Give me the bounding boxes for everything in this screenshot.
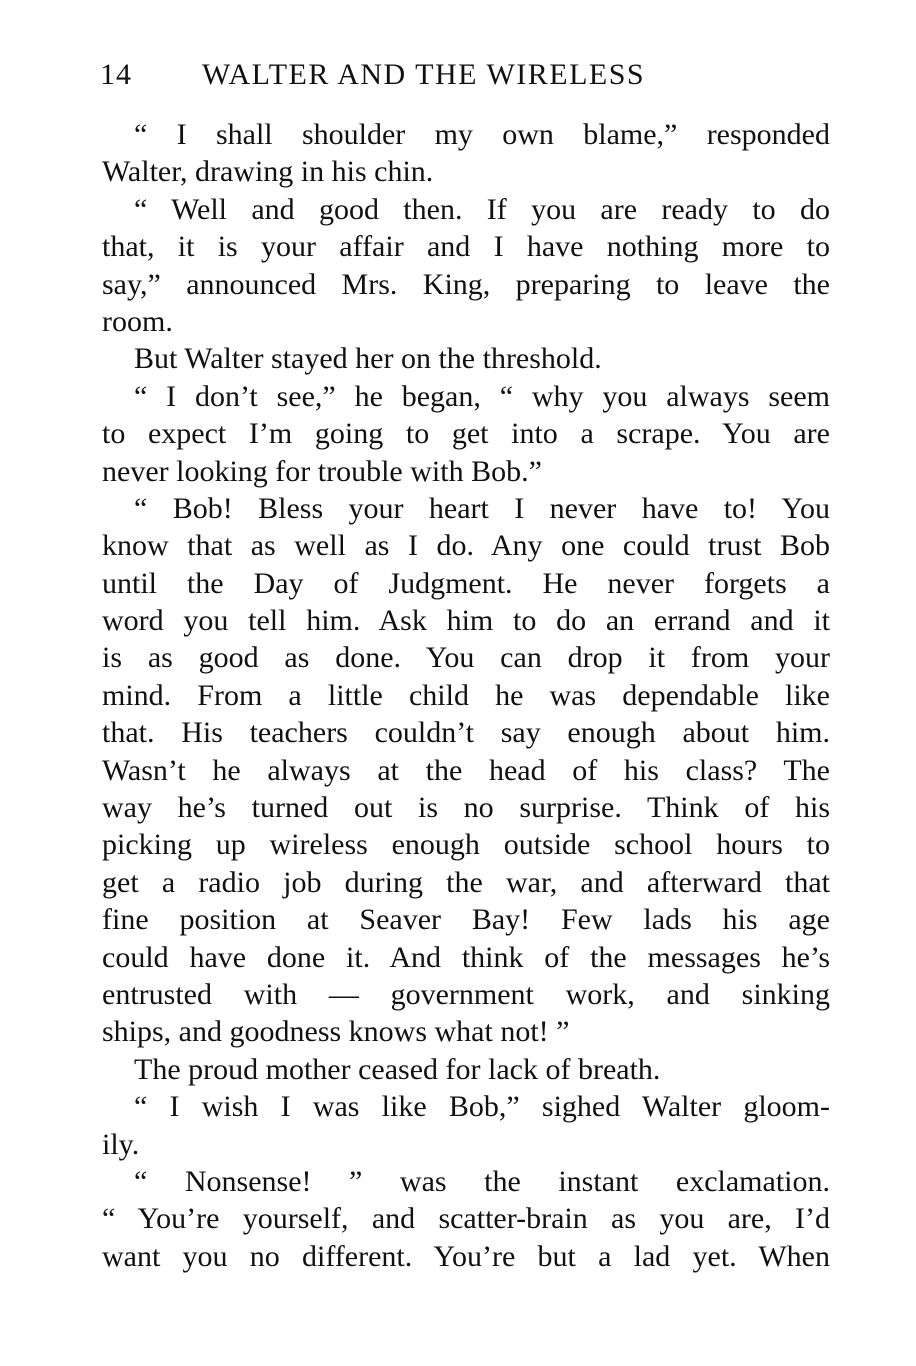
- text-line: The proud mother ceased for lack of breath.: [134, 1052, 661, 1086]
- text-line: know that as well as I do. Any one could trust Bob: [102, 529, 830, 563]
- text-line: until the Day of Judgment. He never forgets a: [102, 566, 830, 600]
- text-line: “ Nonsense! ” was the instant exclamation.: [134, 1164, 830, 1198]
- text-line: get a radio job during the war, and afterward that: [102, 865, 830, 899]
- book-title: WALTER AND THE WIRELESS: [202, 58, 646, 91]
- text-line: fine position at Seaver Bay! Few lads his age: [102, 903, 830, 937]
- text-line: way he’s turned out is no surprise. Think of his: [102, 791, 830, 825]
- text-line: never looking for trouble with Bob.”: [102, 454, 542, 488]
- text-line: Wasn’t he always at the head of his class? The: [102, 753, 830, 787]
- text-line: room.: [102, 304, 173, 338]
- text-line: “ Bob! Bless your heart I never have to! You: [134, 491, 830, 525]
- text-line: could have done it. And think of the messages he’s: [102, 940, 830, 974]
- running-head: [100, 58, 830, 98]
- text-line: that. His teachers couldn’t say enough about him.: [102, 716, 830, 750]
- text-line: “ I shall shoulder my own blame,” responded: [134, 118, 830, 151]
- text-line: “ You’re yourself, and scatter-brain as you are, I’d: [102, 1202, 830, 1236]
- text-line: “ I don’t see,” he began, “ why you always seem: [134, 379, 830, 413]
- text-line: mind. From a little child he was dependable like: [102, 678, 830, 712]
- text-line: to expect I’m going to get into a scrape. You are: [102, 417, 830, 451]
- text-body: [102, 116, 830, 1275]
- text-line: But Walter stayed her on the threshold.: [134, 342, 602, 376]
- text-line: entrusted with — government work, and sinking: [102, 977, 830, 1011]
- text-line: is as good as done. You can drop it from your: [102, 641, 830, 675]
- text-line: want you no different. You’re but a lad yet. When: [102, 1239, 830, 1273]
- text-line: Walter, drawing in his chin.: [102, 155, 434, 189]
- text-line: picking up wireless enough outside school hours to: [102, 828, 830, 862]
- page-number: 14: [100, 58, 132, 91]
- text-line: ships, and goodness knows what not! ”: [102, 1015, 570, 1049]
- text-line: word you tell him. Ask him to do an errand and it: [102, 604, 830, 638]
- text-line: ily.: [102, 1127, 140, 1161]
- text-line: “ I wish I was like Bob,” sighed Walter gloom-: [134, 1090, 830, 1124]
- text-line: “ Well and good then. If you are ready to do: [134, 192, 830, 226]
- text-line: that, it is your affair and I have nothing more to: [102, 230, 830, 264]
- text-line: say,” announced Mrs. King, preparing to leave the: [102, 267, 830, 301]
